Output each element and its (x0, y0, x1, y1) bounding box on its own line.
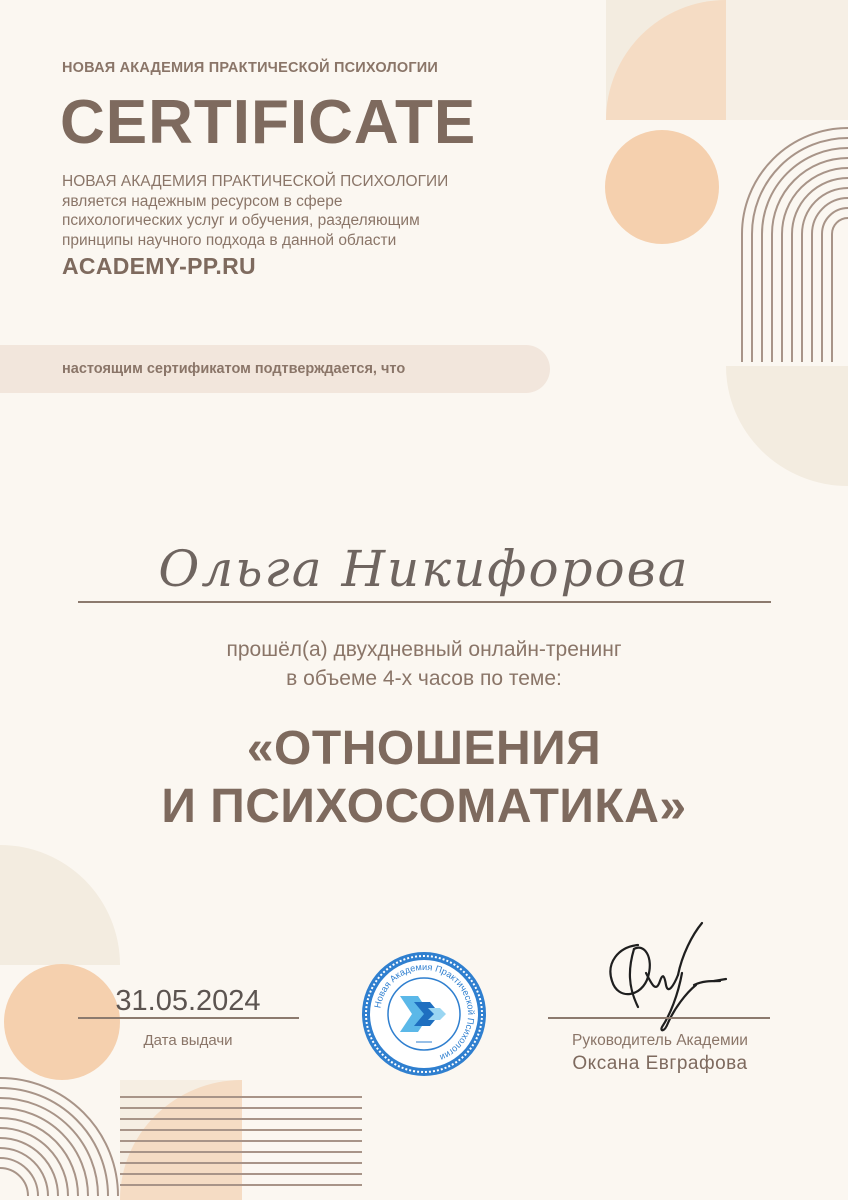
organization-description (62, 172, 532, 250)
recipient-name: Ольга Никифорова (158, 540, 690, 598)
topic-line: И ПСИХОСОМАТИКА» (161, 780, 687, 833)
topic-line: «ОТНОШЕНИЯ (246, 722, 602, 775)
completion-line: прошёл(а) двухдневный онлайн-тренинг (226, 638, 622, 661)
issue-date-underline (78, 1017, 299, 1019)
description-line: психологических услуг и обучения, разделяющим (62, 212, 420, 229)
website-link[interactable]: ACADEMY-PP.RU (62, 253, 256, 279)
head-name: Оксана Евграфова (572, 1053, 748, 1074)
training-topic (60, 720, 788, 836)
confirmation-text: настоящим сертификатом подтверждается, что (62, 361, 406, 377)
description-line: НОВАЯ АКАДЕМИЯ ПРАКТИЧЕСКОЙ ПСИХОЛОГИИ (62, 173, 449, 190)
recipient-name-underline (78, 601, 771, 603)
description-line: принципы научного подхода в данной области (62, 231, 397, 249)
completion-line: в объеме 4-х часов по теме: (286, 667, 562, 690)
organization-name: НОВАЯ АКАДЕМИЯ ПРАКТИЧЕСКОЙ ПСИХОЛОГИИ (62, 60, 439, 76)
issue-date-caption: Дата выдачи (143, 1032, 233, 1049)
description-line: является надежным ресурсом в сфере (62, 192, 343, 210)
completion-text (100, 635, 748, 693)
certificate-title: CERTIFICATE (60, 88, 477, 157)
head-role: Руководитель Академии (572, 1032, 748, 1049)
signature-underline (548, 1017, 770, 1019)
seal-text: Новая Академия Практической Психологии (372, 961, 477, 1063)
issue-date: 31.05.2024 (115, 985, 261, 1017)
academy-seal-icon (360, 950, 488, 1078)
